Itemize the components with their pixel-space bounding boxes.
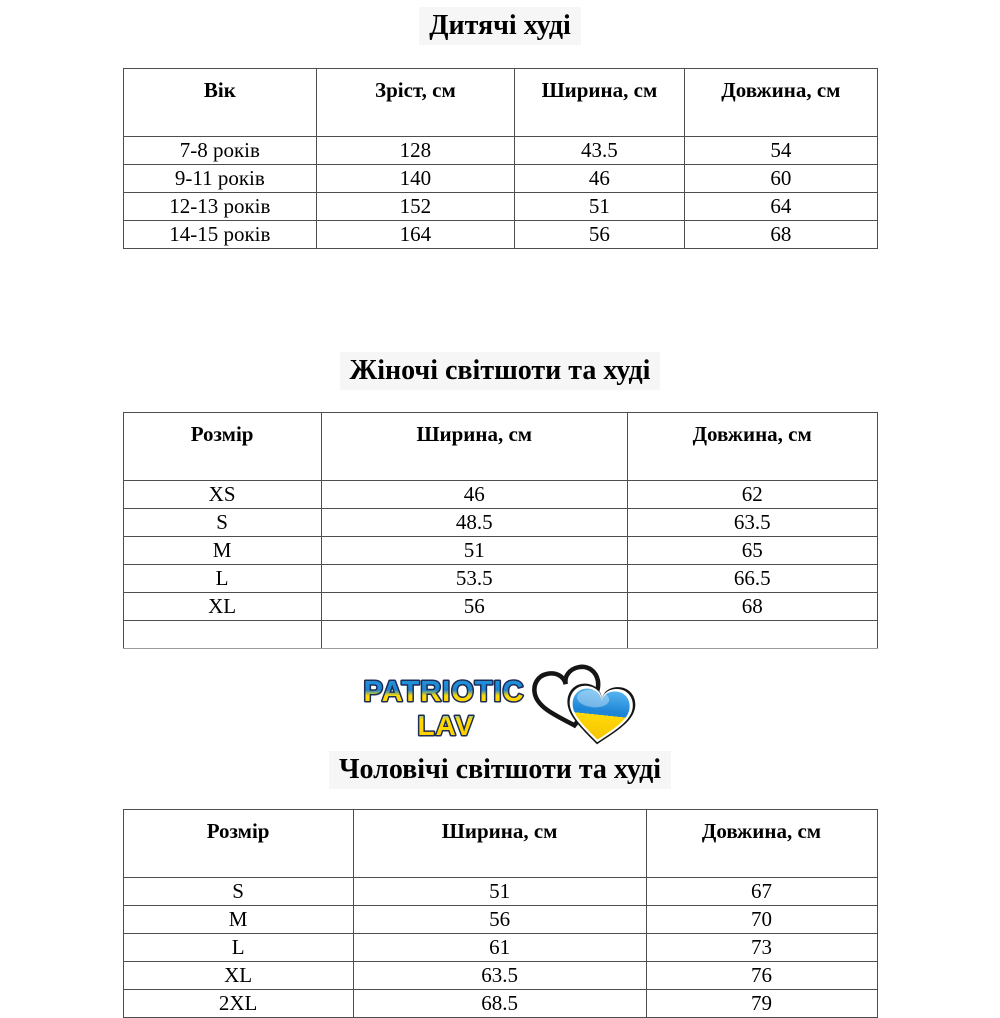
women-size-table — [123, 412, 878, 649]
men-size-table — [123, 809, 878, 1018]
kids-section-title-text: Дитячі худі — [419, 7, 581, 45]
table-cell: S — [123, 878, 353, 906]
table-cell: 70 — [646, 906, 877, 934]
table-row — [123, 934, 877, 962]
column-header: Вік — [123, 69, 317, 137]
ukraine-flag-heart-icon — [563, 682, 637, 748]
table-row — [123, 509, 877, 537]
column-header: Довжина, см — [685, 69, 877, 137]
men-size-table-container — [123, 809, 878, 1018]
table-row — [123, 962, 877, 990]
table-cell — [321, 621, 627, 649]
women-size-table-container — [123, 412, 878, 649]
table-cell: 128 — [317, 137, 514, 165]
women-section-title — [0, 352, 1000, 390]
table-cell: 140 — [317, 165, 514, 193]
table-cell: 65 — [627, 537, 877, 565]
table-row — [123, 165, 877, 193]
table-cell: L — [123, 565, 321, 593]
table-cell: 60 — [685, 165, 877, 193]
table-cell: 68 — [627, 593, 877, 621]
table-cell: 64 — [685, 193, 877, 221]
kids-size-table-container — [123, 68, 878, 249]
table-row — [123, 537, 877, 565]
table-row — [123, 565, 877, 593]
column-header: Ширина, см — [321, 413, 627, 481]
table-cell: 7-8 років — [123, 137, 317, 165]
men-section-title — [0, 751, 1000, 789]
table-cell: M — [123, 906, 353, 934]
women-section-title-text: Жіночі світшоти та худі — [340, 352, 661, 390]
table-cell: S — [123, 509, 321, 537]
table-row — [123, 593, 877, 621]
column-header: Ширина, см — [353, 810, 646, 878]
column-header: Ширина, см — [514, 69, 685, 137]
table-cell: 164 — [317, 221, 514, 249]
table-row — [123, 990, 877, 1018]
table-row — [123, 878, 877, 906]
table-cell: 56 — [321, 593, 627, 621]
table-cell: 54 — [685, 137, 877, 165]
table-cell: 12-13 років — [123, 193, 317, 221]
patriotic-lav-logo — [0, 661, 1000, 751]
table-cell: XS — [123, 481, 321, 509]
table-cell: 51 — [353, 878, 646, 906]
patriotic-lav-logo-graphic — [360, 661, 640, 753]
table-cell: 51 — [514, 193, 685, 221]
table-cell: 79 — [646, 990, 877, 1018]
logo-text-patriotic: PATRIOTIC — [363, 676, 525, 709]
table-cell: 63.5 — [627, 509, 877, 537]
men-section-title-text: Чоловічі світшоти та худі — [329, 751, 671, 789]
table-row — [123, 193, 877, 221]
table-cell: 63.5 — [353, 962, 646, 990]
table-cell: 62 — [627, 481, 877, 509]
table-cell: 61 — [353, 934, 646, 962]
table-cell: 56 — [514, 221, 685, 249]
table-cell: 66.5 — [627, 565, 877, 593]
table-cell: 73 — [646, 934, 877, 962]
kids-size-table — [123, 68, 878, 249]
table-cell: L — [123, 934, 353, 962]
table-cell: 68 — [685, 221, 877, 249]
header-row — [123, 69, 877, 137]
table-cell: 46 — [321, 481, 627, 509]
empty-row — [123, 621, 877, 649]
table-cell: 48.5 — [321, 509, 627, 537]
table-cell: 53.5 — [321, 565, 627, 593]
table-cell: M — [123, 537, 321, 565]
table-cell: 43.5 — [514, 137, 685, 165]
table-cell: 56 — [353, 906, 646, 934]
header-row — [123, 810, 877, 878]
table-row — [123, 137, 877, 165]
table-cell: 51 — [321, 537, 627, 565]
table-cell: 67 — [646, 878, 877, 906]
column-header: Довжина, см — [627, 413, 877, 481]
header-row — [123, 413, 877, 481]
table-cell: XL — [123, 962, 353, 990]
column-header: Довжина, см — [646, 810, 877, 878]
table-row — [123, 221, 877, 249]
table-row — [123, 481, 877, 509]
column-header: Розмір — [123, 810, 353, 878]
kids-section-title — [0, 0, 1000, 45]
table-cell — [123, 621, 321, 649]
table-row — [123, 906, 877, 934]
table-cell: 9-11 років — [123, 165, 317, 193]
table-cell: 152 — [317, 193, 514, 221]
table-cell: 2XL — [123, 990, 353, 1018]
table-cell: 14-15 років — [123, 221, 317, 249]
table-cell: 68.5 — [353, 990, 646, 1018]
column-header: Розмір — [123, 413, 321, 481]
table-cell — [627, 621, 877, 649]
table-cell: 46 — [514, 165, 685, 193]
column-header: Зріст, см — [317, 69, 514, 137]
table-cell: 76 — [646, 962, 877, 990]
logo-text-lav: LAV — [417, 710, 475, 742]
table-cell: XL — [123, 593, 321, 621]
